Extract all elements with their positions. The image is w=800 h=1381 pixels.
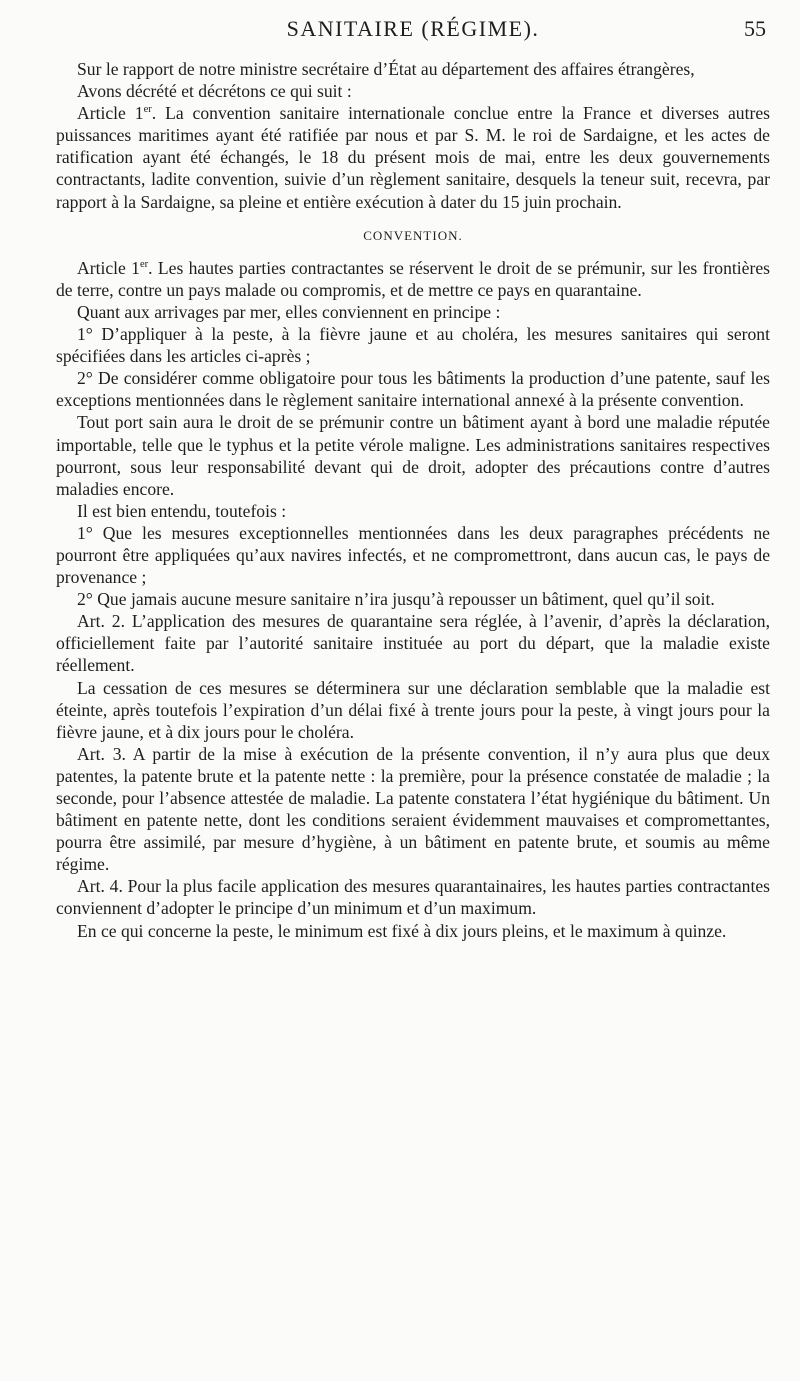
- paragraph-12: 2° Que jamais aucune mesure sanitaire n’ira jusqu’à repousser un bâtiment, quel qu’il soit.: [77, 589, 715, 610]
- ordinal-superscript: er: [139, 258, 149, 270]
- paragraph-13: Art. 2. L’application des mesures de quarantaine sera réglée, à l’avenir, d’après la déclaration, officiellement faite par l’autorité sanitaire instituée au port du départ, que la maladie existe réellement.: [56, 611, 770, 676]
- paragraph-7: 1° D’appliquer à la peste, à la fièvre jaune et au choléra, les mesures sanitaires qui seront spécifiées dans les articles ci-après ;: [56, 324, 770, 367]
- running-title: SANITAIRE (RÉGIME).: [286, 16, 540, 41]
- paragraph-3: Article 1er. La convention sanitaire internationale conclue entre la France et diverses autres puissances maritimes ayant été ratifiée par nous et par S. M. le roi de Sardaigne, et les actes de ratification ayant été échangés, le 18 du présent mois de mai, entre les deux gouvernements contractants, ladite convention, suivie d’un règlement sanitaire, desquels la teneur suit, recevra, par rapport à la Sardaigne, sa pleine et entière exécution à dater du 15 juin prochain.: [56, 103, 770, 212]
- paragraph-11: 1° Que les mesures exceptionnelles mentionnées dans les deux paragraphes précédents ne pourront être appliquées qu’aux navires infectés, et ne compromettront, dans aucun cas, le pays de provenance ;: [56, 522, 770, 588]
- section-heading: CONVENTION.: [363, 227, 463, 243]
- paragraph-10: Il est bien entendu, toutefois :: [77, 500, 287, 521]
- paragraph-17: En ce qui concerne la peste, le minimum est fixé à dix jours pleins, et le maximum à quinze.: [77, 920, 727, 941]
- paragraph-16: Art. 4. Pour la plus facile application des mesures quarantainaires, les hautes parties contractantes conviennent d’adopter le principe d’un minimum et d’un maximum.: [56, 876, 770, 919]
- ordinal-superscript: er: [143, 104, 152, 116]
- page-header: [56, 16, 770, 50]
- body-text: [56, 58, 770, 942]
- paragraph-5: Article 1er. Les hautes parties contractantes se réservent le droit de se prémunir, sur les frontières de terre, contre un pays malade ou compromis, et de mettre ce pays en quarantaine.: [56, 257, 770, 300]
- paragraph-1: Sur le rapport de notre ministre secrétaire d’État au département des affaires étrangères,: [77, 59, 695, 79]
- paragraph-9: Tout port sain aura le droit de se prémunir contre un bâtiment ayant à bord une maladie réputée importable, telle que le typhus et la petite vérole maligne. Les administrations sanitaires respectives pourront, sous leur responsabilité devant qui de droit, adopter des précautions contre d’autres maladies encore.: [56, 412, 770, 499]
- paragraph-14: La cessation de ces mesures se déterminera sur une déclaration semblable que la maladie est éteinte, après toutefois l’expiration d’un délai fixé à trente jours pour la peste, à vingt jours pour la fièvre jaune, et à dix jours pour le choléra.: [56, 677, 770, 742]
- paragraph-8: 2° De considérer comme obligatoire pour tous les bâtiments la production d’une patente, sauf les exceptions mentionnées dans le règlement sanitaire international annexé à la présente convention.: [56, 368, 770, 411]
- paragraph-15: Art. 3. A partir de la mise à exécution de la présente convention, il n’y aura plus que deux patentes, la patente brute et la patente nette : la première, pour la présence constatée de maladie ; la seconde, pour l’absence attestée de maladie. La patente constatera l’état hygiénique du bâtiment. Un bâtiment en patente nette, dont les conditions seraient évidemment mauvaises et compromettantes, pourra être assimilé, par mesure d’hygiène, à un bâtiment en patente brute, et soumis au même régime.: [56, 743, 770, 875]
- paragraph-2: Avons décrété et décrétons ce qui suit :: [77, 81, 352, 102]
- page-number: 55: [744, 16, 766, 41]
- paragraph-6: Quant aux arrivages par mer, elles conviennent en principe :: [77, 301, 501, 322]
